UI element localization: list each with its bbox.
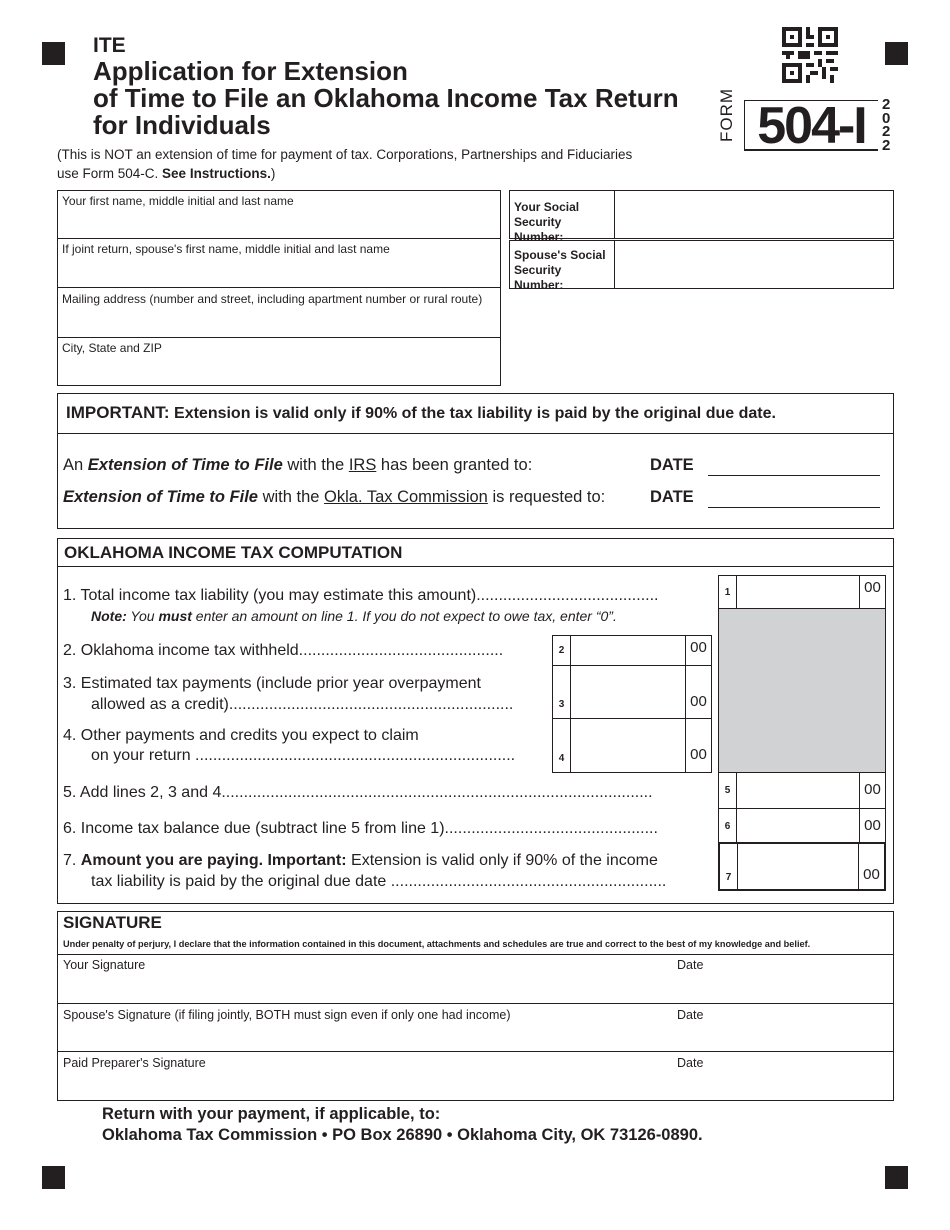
cents: 00 xyxy=(859,576,885,608)
registration-mark xyxy=(885,1166,908,1189)
line-2-label: 2. Oklahoma income tax withheld.............................................. xyxy=(63,642,504,659)
line-4-label: 4. Other payments and credits you expect to claim xyxy=(63,727,419,744)
city-state-zip-field[interactable] xyxy=(62,359,492,381)
name-label: Your first name, middle initial and last name xyxy=(62,194,294,208)
registration-mark xyxy=(42,42,65,65)
line-3-amount[interactable] xyxy=(552,665,712,719)
city-label: City, State and ZIP xyxy=(62,341,162,355)
text: 7. xyxy=(63,852,81,869)
computation-title: OKLAHOMA INCOME TAX COMPUTATION xyxy=(64,543,403,562)
text: Extension of Time to File xyxy=(87,456,283,474)
line-6-label: 6. Income tax balance due (subtract line 5 from line 1)................................................ xyxy=(63,820,658,837)
extension-note xyxy=(57,145,632,183)
line-number: 1 xyxy=(719,576,737,608)
line-1-label: 1. Total income tax liability (you may estimate this amount)......................................... xyxy=(63,587,659,604)
year-digit: 2 xyxy=(882,96,891,113)
footer-line: Return with your payment, if applicable, to: xyxy=(102,1105,441,1123)
year-digit: 2 xyxy=(882,136,891,154)
line-7-amount[interactable] xyxy=(718,842,886,891)
address-label: Mailing address (number and street, including apartment number or rural route) xyxy=(62,292,483,306)
page-title xyxy=(93,58,679,139)
address-field[interactable] xyxy=(62,310,492,332)
ssn-field[interactable] xyxy=(620,196,888,234)
text: An xyxy=(63,456,88,474)
note-bold: See Instructions. xyxy=(162,166,271,181)
line-7-label: tax liability is paid by the original due date .............................................................. xyxy=(91,873,667,890)
important-notice xyxy=(66,403,776,423)
text: Amount you are paying. Important: xyxy=(80,852,347,869)
form-label: FORM xyxy=(717,87,736,142)
text: with the xyxy=(257,488,325,506)
text: IRS xyxy=(348,456,377,474)
divider xyxy=(57,238,501,239)
line-number: 5 xyxy=(719,773,737,808)
text: has been granted to: xyxy=(376,456,533,474)
note-text: ) xyxy=(270,166,276,181)
important-label: IMPORTANT: xyxy=(66,403,170,422)
divider xyxy=(57,337,501,338)
line-4-label: on your return ........................................................................ xyxy=(91,747,516,764)
line-6-amount[interactable] xyxy=(718,808,886,844)
divider xyxy=(57,287,501,288)
text: enter an amount on line 1. If you do not expect to owe tax, enter “0”. xyxy=(191,608,617,624)
divider xyxy=(57,433,894,434)
your-signature-field[interactable] xyxy=(57,954,894,1003)
line-number: 3 xyxy=(553,666,571,718)
ssn-label: Your Social Security Number: xyxy=(514,200,580,244)
year-digit: 2 xyxy=(882,123,891,140)
form-year xyxy=(882,98,890,152)
shaded-area xyxy=(718,608,886,773)
text: Note: xyxy=(91,608,127,624)
divider xyxy=(614,240,615,289)
note-text: use Form 504-C. xyxy=(57,166,163,181)
irs-date-label: DATE xyxy=(650,456,694,474)
line-3-label: 3. Estimated tax payments (include prior year overpayment xyxy=(63,675,481,692)
text: Extension of Time to File xyxy=(63,488,258,506)
line-number: 4 xyxy=(553,719,571,772)
registration-mark xyxy=(885,42,908,65)
line-number: 7 xyxy=(720,844,738,889)
line-number: 2 xyxy=(553,636,571,665)
footer-line: Oklahoma Tax Commission • PO Box 26890 • Oklahoma City, OK 73126-0890. xyxy=(102,1126,703,1144)
registration-mark xyxy=(42,1166,65,1189)
form-number: 504-I xyxy=(744,100,878,151)
text: must xyxy=(158,608,192,624)
otc-extension-line xyxy=(63,488,605,507)
label: Paid Preparer's Signature xyxy=(63,1056,206,1070)
date-label: Date xyxy=(677,1056,704,1070)
cents: 00 xyxy=(859,809,885,843)
line-number: 6 xyxy=(719,809,737,843)
note-line xyxy=(57,164,632,183)
title-line: Application for Extension xyxy=(93,56,408,86)
signature-title: SIGNATURE xyxy=(63,913,162,932)
irs-date-field[interactable] xyxy=(708,456,880,476)
line-5-label: 5. Add lines 2, 3 and 4................................................................................................. xyxy=(63,784,653,801)
perjury-declaration: Under penalty of perjury, I declare that the information contained in this document, attachments and schedules are true and correct to the best of my knowledge and belief. xyxy=(63,939,811,949)
divider xyxy=(614,190,615,239)
year-digit: 0 xyxy=(882,109,891,127)
spouse-name-label: If joint return, spouse's first name, middle initial and last name xyxy=(62,242,390,256)
qr-code-icon xyxy=(782,27,838,83)
text: is requested to: xyxy=(487,488,606,506)
text: with the xyxy=(282,456,349,474)
cents: 00 xyxy=(858,844,884,889)
spouse-name-field[interactable] xyxy=(62,260,492,282)
note-line: (This is NOT an extension of time for payment of tax. Corporations, Partnerships and Fiduciaries xyxy=(57,147,633,162)
line-1-note xyxy=(91,608,617,624)
preparer-signature-field[interactable] xyxy=(57,1051,894,1100)
cents: 00 xyxy=(859,773,885,808)
line-4-amount[interactable] xyxy=(552,718,712,773)
title-line: for Individuals xyxy=(93,110,271,140)
return-address xyxy=(102,1104,703,1146)
line-7-label xyxy=(63,850,658,872)
otc-date-label: DATE xyxy=(650,488,694,506)
line-5-amount[interactable] xyxy=(718,772,886,809)
text: Extension is valid only if 90% of the income xyxy=(346,852,658,869)
date-label: Date xyxy=(677,958,704,972)
label: Your Signature xyxy=(63,958,146,972)
cents: 00 xyxy=(685,666,711,718)
divider xyxy=(57,566,894,567)
line-3-label: allowed as a credit)................................................................ xyxy=(91,696,514,713)
otc-date-field[interactable] xyxy=(708,488,880,508)
name-field[interactable] xyxy=(62,212,492,234)
spouse-ssn-label: Spouse's Social Security Number: xyxy=(514,248,606,292)
cents: 00 xyxy=(685,636,711,665)
spouse-ssn-field[interactable] xyxy=(620,246,888,284)
line-1-amount[interactable] xyxy=(718,575,886,609)
text: You xyxy=(126,608,159,624)
line-2-amount[interactable] xyxy=(552,635,712,666)
spouse-signature-field[interactable] xyxy=(57,1003,894,1051)
important-text: Extension is valid only if 90% of the tax liability is paid by the original due date. xyxy=(174,405,776,422)
date-label: Date xyxy=(677,1008,704,1022)
irs-extension-line xyxy=(63,456,532,475)
cents: 00 xyxy=(685,719,711,772)
form-code: ITE xyxy=(93,34,126,57)
label: Spouse's Signature (if filing jointly, BOTH must sign even if only one had income) xyxy=(63,1008,511,1022)
text: Okla. Tax Commission xyxy=(324,488,488,506)
title-line: of Time to File an Oklahoma Income Tax Return xyxy=(93,83,679,113)
